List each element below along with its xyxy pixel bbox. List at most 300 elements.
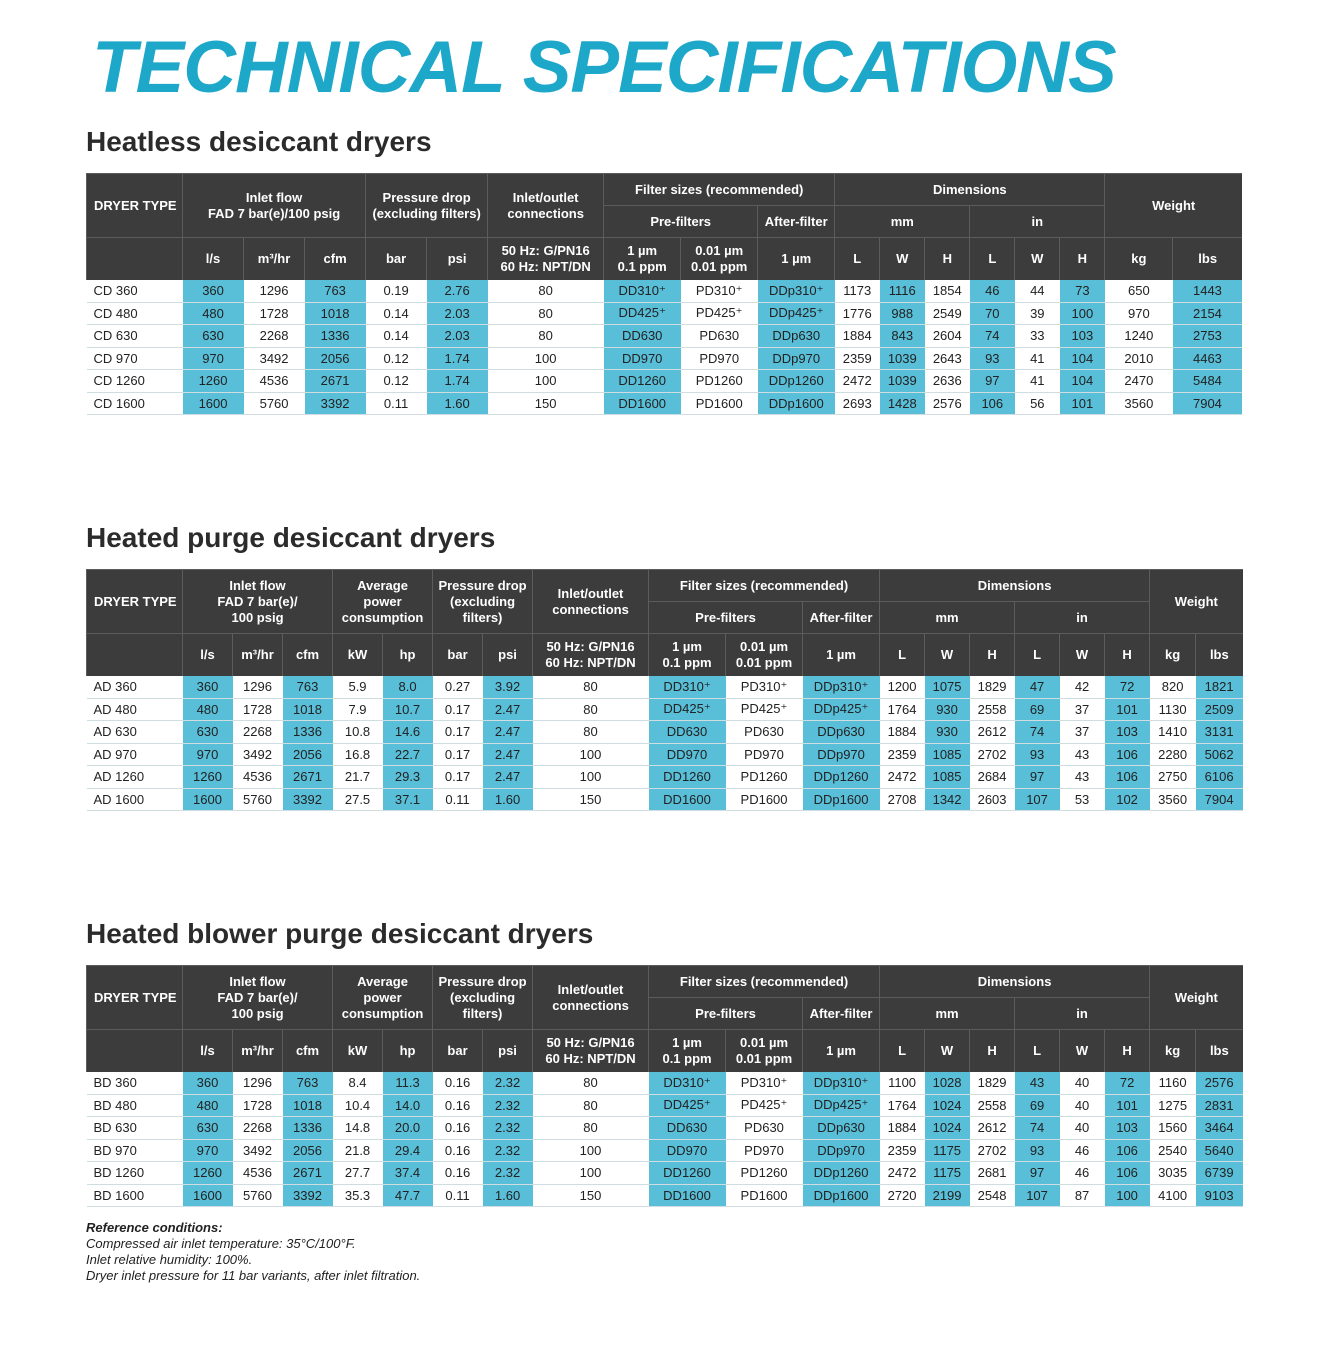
average-power-header: Average power consumption bbox=[333, 966, 433, 1030]
table-cell: DDp970 bbox=[803, 1139, 880, 1162]
table-cell: PD970 bbox=[726, 743, 803, 766]
table-cell: 1829 bbox=[970, 676, 1015, 699]
table-cell: 1260 bbox=[183, 370, 244, 393]
table-cell: 2612 bbox=[970, 1117, 1015, 1140]
pre-filters-header: Pre-filters bbox=[649, 998, 803, 1030]
dryer-type-cell: AD 1600 bbox=[87, 788, 183, 811]
table-cell: DDp1600 bbox=[803, 1184, 880, 1207]
unit-header: kg bbox=[1150, 634, 1196, 676]
table-cell: 0.16 bbox=[433, 1072, 483, 1095]
pre-filters-header: Pre-filters bbox=[649, 602, 803, 634]
table-cell: 0.11 bbox=[366, 392, 427, 415]
table-cell: 70 bbox=[970, 302, 1015, 325]
table-cell: 37 bbox=[1060, 721, 1105, 744]
table-cell: DD630 bbox=[649, 721, 726, 744]
table-cell: DDp970 bbox=[803, 743, 880, 766]
table-cell: 1085 bbox=[925, 743, 970, 766]
table-cell: 6106 bbox=[1196, 766, 1243, 789]
table-cell: 2693 bbox=[835, 392, 880, 415]
table-cell: 1075 bbox=[925, 676, 970, 699]
dryer-type-cell: BD 970 bbox=[87, 1139, 183, 1162]
table-cell: 1100 bbox=[880, 1072, 925, 1095]
unit-header: hp bbox=[383, 634, 433, 676]
unit-header: L bbox=[1015, 634, 1060, 676]
table-cell: 1.60 bbox=[427, 392, 488, 415]
table-cell: 4536 bbox=[233, 1162, 283, 1185]
unit-header: l/s bbox=[183, 1030, 233, 1072]
table-cell: 2.32 bbox=[483, 1072, 533, 1095]
reference-title: Reference conditions: bbox=[86, 1220, 223, 1235]
table-cell: DDp630 bbox=[803, 1117, 880, 1140]
table-cell: 41 bbox=[1015, 347, 1060, 370]
table-cell: 100 bbox=[533, 766, 649, 789]
table-cell: 2702 bbox=[970, 743, 1015, 766]
weight-header: Weight bbox=[1150, 966, 1243, 1030]
table-cell: 7904 bbox=[1196, 788, 1243, 811]
table-cell: 74 bbox=[1015, 721, 1060, 744]
table-cell: 21.8 bbox=[333, 1139, 383, 1162]
unit-header: kg bbox=[1105, 238, 1173, 280]
table-cell: 1085 bbox=[925, 766, 970, 789]
table-cell: 2636 bbox=[925, 370, 970, 393]
table-cell: 1200 bbox=[880, 676, 925, 699]
table-cell: 2.32 bbox=[483, 1139, 533, 1162]
table-cell: 97 bbox=[1015, 1162, 1060, 1185]
table-row bbox=[87, 698, 1243, 721]
table-cell: DD1260 bbox=[649, 766, 726, 789]
table-cell: 107 bbox=[1015, 1184, 1060, 1207]
table-cell: 2199 bbox=[925, 1184, 970, 1207]
table-cell: 74 bbox=[970, 325, 1015, 348]
unit-header: bar bbox=[366, 238, 427, 280]
table-cell: PD310⁺ bbox=[726, 676, 803, 699]
unit-header: cfm bbox=[283, 1030, 333, 1072]
unit-header: L bbox=[970, 238, 1015, 280]
table-cell: 2056 bbox=[305, 347, 366, 370]
table-cell: 1275 bbox=[1150, 1094, 1196, 1117]
table-cell: 5760 bbox=[244, 392, 305, 415]
dryer-type-cell: AD 630 bbox=[87, 721, 183, 744]
filter-sizes-header: Filter sizes (recommended) bbox=[604, 174, 835, 206]
table-cell: DD1600 bbox=[604, 392, 681, 415]
table-cell: 2671 bbox=[305, 370, 366, 393]
table-cell: 7.9 bbox=[333, 698, 383, 721]
table-cell: 1336 bbox=[283, 721, 333, 744]
table-cell: 2603 bbox=[970, 788, 1015, 811]
table-cell: 46 bbox=[1060, 1162, 1105, 1185]
unit-header: H bbox=[970, 1030, 1015, 1072]
unit-header: l/s bbox=[183, 238, 244, 280]
table-cell: 39 bbox=[1015, 302, 1060, 325]
table-cell: 27.7 bbox=[333, 1162, 383, 1185]
unit-header: kW bbox=[333, 634, 383, 676]
table-cell: 80 bbox=[533, 698, 649, 721]
table-cell: DD425⁺ bbox=[604, 302, 681, 325]
table-cell: 360 bbox=[183, 1072, 233, 1095]
table-cell: 1024 bbox=[925, 1117, 970, 1140]
table-row bbox=[87, 743, 1243, 766]
table-cell: DD1260 bbox=[604, 370, 681, 393]
after-filter-header: After-filter bbox=[758, 206, 835, 238]
table-cell: 930 bbox=[925, 721, 970, 744]
table-cell: 93 bbox=[1015, 743, 1060, 766]
table-cell: DD630 bbox=[649, 1117, 726, 1140]
table-cell: 1039 bbox=[880, 370, 925, 393]
pressure-drop-header: Pressure drop (excluding filters) bbox=[366, 174, 488, 238]
table-cell: 1764 bbox=[880, 698, 925, 721]
table-cell: 101 bbox=[1060, 392, 1105, 415]
table-cell: 2753 bbox=[1173, 325, 1242, 348]
table-cell: DDp630 bbox=[758, 325, 835, 348]
table-cell: 1600 bbox=[183, 392, 244, 415]
table-cell: 1764 bbox=[880, 1094, 925, 1117]
table-cell: 1342 bbox=[925, 788, 970, 811]
unit-header: H bbox=[1105, 634, 1150, 676]
table-cell: 4100 bbox=[1150, 1184, 1196, 1207]
table-cell: DDp1600 bbox=[758, 392, 835, 415]
table-cell: 1039 bbox=[880, 347, 925, 370]
table-cell: 480 bbox=[183, 698, 233, 721]
table-cell: 1018 bbox=[283, 1094, 333, 1117]
unit-header: H bbox=[925, 238, 970, 280]
table-cell: 1728 bbox=[233, 698, 283, 721]
table-cell: 1.60 bbox=[483, 788, 533, 811]
table-cell: 2750 bbox=[1150, 766, 1196, 789]
table-cell: 3392 bbox=[283, 788, 333, 811]
table-cell: 1175 bbox=[925, 1162, 970, 1185]
table-cell: 56 bbox=[1015, 392, 1060, 415]
table-cell: 1854 bbox=[925, 280, 970, 303]
table-cell: 2.32 bbox=[483, 1117, 533, 1140]
unit-header: H bbox=[1105, 1030, 1150, 1072]
table-cell: PD1600 bbox=[726, 1184, 803, 1207]
table-cell: 630 bbox=[183, 325, 244, 348]
table-cell: 11.3 bbox=[383, 1072, 433, 1095]
table-cell: 763 bbox=[305, 280, 366, 303]
table-cell: 2509 bbox=[1196, 698, 1243, 721]
table-cell: 1428 bbox=[880, 392, 925, 415]
table-cell: 8.0 bbox=[383, 676, 433, 699]
table-cell: 970 bbox=[183, 347, 244, 370]
empty-unit-cell bbox=[87, 238, 183, 280]
table-cell: 1410 bbox=[1150, 721, 1196, 744]
unit-header: 0.01 µm 0.01 ppm bbox=[681, 238, 758, 280]
table-cell: 1240 bbox=[1105, 325, 1173, 348]
table-cell: 33 bbox=[1015, 325, 1060, 348]
table-cell: 41 bbox=[1015, 370, 1060, 393]
table-cell: 1728 bbox=[244, 302, 305, 325]
table-row bbox=[87, 347, 1243, 370]
table-cell: 2540 bbox=[1150, 1139, 1196, 1162]
table-cell: 97 bbox=[1015, 766, 1060, 789]
table-cell: 763 bbox=[283, 676, 333, 699]
table-cell: 47 bbox=[1015, 676, 1060, 699]
table-cell: 2604 bbox=[925, 325, 970, 348]
table-cell: PD310⁺ bbox=[681, 280, 758, 303]
table-cell: 2.47 bbox=[483, 766, 533, 789]
table-cell: 46 bbox=[1060, 1139, 1105, 1162]
table-cell: 1.74 bbox=[427, 347, 488, 370]
table-cell: 3492 bbox=[233, 743, 283, 766]
dimensions-header: Dimensions bbox=[880, 570, 1150, 602]
table-cell: 40 bbox=[1060, 1072, 1105, 1095]
table-cell: 3560 bbox=[1150, 788, 1196, 811]
average-power-header: Average power consumption bbox=[333, 570, 433, 634]
dryer-type-header: DRYER TYPE bbox=[87, 570, 183, 634]
table-cell: 69 bbox=[1015, 1094, 1060, 1117]
table-cell: DD310⁺ bbox=[649, 1072, 726, 1095]
table-cell: 3560 bbox=[1105, 392, 1173, 415]
table-cell: 16.8 bbox=[333, 743, 383, 766]
unit-header: 50 Hz: G/PN16 60 Hz: NPT/DN bbox=[533, 634, 649, 676]
table-cell: 103 bbox=[1105, 1117, 1150, 1140]
unit-header: H bbox=[1060, 238, 1105, 280]
unit-header: kg bbox=[1150, 1030, 1196, 1072]
table-cell: 104 bbox=[1060, 370, 1105, 393]
table-cell: PD1600 bbox=[681, 392, 758, 415]
unit-header: cfm bbox=[283, 634, 333, 676]
table-cell: 69 bbox=[1015, 698, 1060, 721]
dryer-type-cell: BD 1260 bbox=[87, 1162, 183, 1185]
table-cell: DD1600 bbox=[649, 788, 726, 811]
table-cell: 630 bbox=[183, 1117, 233, 1140]
unit-header: m³/hr bbox=[233, 1030, 283, 1072]
table-cell: 0.17 bbox=[433, 721, 483, 744]
table-cell: 1884 bbox=[880, 1117, 925, 1140]
table-cell: 2576 bbox=[925, 392, 970, 415]
table-cell: 80 bbox=[533, 1094, 649, 1117]
table-cell: 80 bbox=[488, 325, 604, 348]
page-title: TECHNICAL SPECIFICATIONS bbox=[92, 27, 1116, 108]
table-cell: 1600 bbox=[183, 1184, 233, 1207]
table-cell: 3392 bbox=[305, 392, 366, 415]
table-cell: 3392 bbox=[283, 1184, 333, 1207]
table-cell: 2549 bbox=[925, 302, 970, 325]
table-cell: 0.11 bbox=[433, 1184, 483, 1207]
table-row bbox=[87, 1117, 1243, 1140]
table-cell: 0.19 bbox=[366, 280, 427, 303]
pressure-drop-header: Pressure drop (excluding filters) bbox=[433, 966, 533, 1030]
table-cell: 1776 bbox=[835, 302, 880, 325]
inlet-outlet-header: Inlet/outlet connections bbox=[533, 966, 649, 1030]
table-cell: 1728 bbox=[233, 1094, 283, 1117]
table-cell: 930 bbox=[925, 698, 970, 721]
table-cell: 40 bbox=[1060, 1117, 1105, 1140]
filter-sizes-header: Filter sizes (recommended) bbox=[649, 966, 880, 998]
table-cell: 106 bbox=[970, 392, 1015, 415]
table-cell: 1260 bbox=[183, 1162, 233, 1185]
table-cell: 480 bbox=[183, 302, 244, 325]
table-cell: 103 bbox=[1105, 721, 1150, 744]
table-cell: 43 bbox=[1060, 766, 1105, 789]
unit-header: 0.01 µm 0.01 ppm bbox=[726, 1030, 803, 1072]
table-cell: 1024 bbox=[925, 1094, 970, 1117]
table-cell: DD970 bbox=[604, 347, 681, 370]
table-cell: 100 bbox=[488, 347, 604, 370]
table-cell: PD1260 bbox=[726, 1162, 803, 1185]
table-cell: 2056 bbox=[283, 743, 333, 766]
inlet-outlet-header: Inlet/outlet connections bbox=[533, 570, 649, 634]
table-row bbox=[87, 1139, 1243, 1162]
unit-header: 1 µm bbox=[758, 238, 835, 280]
table-cell: DD970 bbox=[649, 1139, 726, 1162]
unit-header: 50 Hz: G/PN16 60 Hz: NPT/DN bbox=[488, 238, 604, 280]
table-cell: 10.4 bbox=[333, 1094, 383, 1117]
table-cell: DDp310⁺ bbox=[758, 280, 835, 303]
table-cell: 8.4 bbox=[333, 1072, 383, 1095]
table-row bbox=[87, 1184, 1243, 1207]
table-cell: 1028 bbox=[925, 1072, 970, 1095]
table-cell: 22.7 bbox=[383, 743, 433, 766]
table-cell: 44 bbox=[1015, 280, 1060, 303]
table-cell: 1116 bbox=[880, 280, 925, 303]
table-row bbox=[87, 325, 1243, 348]
unit-header: H bbox=[970, 634, 1015, 676]
weight-header: Weight bbox=[1150, 570, 1243, 634]
table-cell: 1600 bbox=[183, 788, 233, 811]
table-cell: 650 bbox=[1105, 280, 1173, 303]
table-cell: 14.6 bbox=[383, 721, 433, 744]
table-cell: 5.9 bbox=[333, 676, 383, 699]
dryer-type-cell: AD 970 bbox=[87, 743, 183, 766]
table-cell: 0.12 bbox=[366, 347, 427, 370]
unit-header: W bbox=[925, 1030, 970, 1072]
reference-line: Inlet relative humidity: 100%. bbox=[86, 1252, 253, 1267]
table-cell: 5062 bbox=[1196, 743, 1243, 766]
unit-header: W bbox=[1060, 1030, 1105, 1072]
dryer-type-cell: BD 480 bbox=[87, 1094, 183, 1117]
table-cell: DDp1260 bbox=[803, 766, 880, 789]
table-cell: 2702 bbox=[970, 1139, 1015, 1162]
table-cell: 1829 bbox=[970, 1072, 1015, 1095]
table-cell: 104 bbox=[1060, 347, 1105, 370]
inlet-flow-header: Inlet flow FAD 7 bar(e)/ 100 psig bbox=[183, 966, 333, 1030]
dryer-type-cell: BD 1600 bbox=[87, 1184, 183, 1207]
table-cell: 37.4 bbox=[383, 1162, 433, 1185]
table-cell: 3.92 bbox=[483, 676, 533, 699]
unit-header: psi bbox=[427, 238, 488, 280]
table-cell: 35.3 bbox=[333, 1184, 383, 1207]
table-row bbox=[87, 392, 1243, 415]
table-cell: DDp1600 bbox=[803, 788, 880, 811]
table-cell: DD1260 bbox=[649, 1162, 726, 1185]
table-cell: 4536 bbox=[233, 766, 283, 789]
unit-header: 1 µm 0.1 ppm bbox=[649, 634, 726, 676]
mm-header: mm bbox=[880, 998, 1015, 1030]
unit-header: psi bbox=[483, 1030, 533, 1072]
dryer-type-cell: BD 360 bbox=[87, 1072, 183, 1095]
table-cell: 820 bbox=[1150, 676, 1196, 699]
unit-header: L bbox=[880, 1030, 925, 1072]
unit-header: 1 µm bbox=[803, 1030, 880, 1072]
section-title-heatless: Heatless desiccant dryers bbox=[86, 126, 432, 157]
table-cell: PD425⁺ bbox=[681, 302, 758, 325]
reference-line: Dryer inlet pressure for 11 bar variants, after inlet filtration. bbox=[86, 1268, 421, 1283]
table-cell: 2359 bbox=[880, 1139, 925, 1162]
table-cell: 1296 bbox=[233, 1072, 283, 1095]
table-cell: DD425⁺ bbox=[649, 698, 726, 721]
table-cell: 2056 bbox=[283, 1139, 333, 1162]
table-cell: 0.16 bbox=[433, 1139, 483, 1162]
table-cell: 106 bbox=[1105, 743, 1150, 766]
table-cell: 80 bbox=[533, 1117, 649, 1140]
table-cell: 14.0 bbox=[383, 1094, 433, 1117]
unit-header: W bbox=[1060, 634, 1105, 676]
table-cell: 2268 bbox=[233, 721, 283, 744]
table-cell: 0.16 bbox=[433, 1094, 483, 1117]
heated-purge-dryers-table bbox=[86, 569, 1243, 811]
table-cell: 106 bbox=[1105, 766, 1150, 789]
table-cell: 102 bbox=[1105, 788, 1150, 811]
table-cell: 988 bbox=[880, 302, 925, 325]
table-cell: 2472 bbox=[835, 370, 880, 393]
table-cell: 2548 bbox=[970, 1184, 1015, 1207]
table-cell: DDp310⁺ bbox=[803, 676, 880, 699]
table-cell: 100 bbox=[1060, 302, 1105, 325]
unit-header: l/s bbox=[183, 634, 233, 676]
table-cell: 2010 bbox=[1105, 347, 1173, 370]
table-cell: DDp425⁺ bbox=[758, 302, 835, 325]
table-cell: DD310⁺ bbox=[604, 280, 681, 303]
dryer-type-cell: CD 1260 bbox=[87, 370, 183, 393]
empty-unit-cell bbox=[87, 634, 183, 676]
table-cell: 103 bbox=[1060, 325, 1105, 348]
heatless-dryers-table bbox=[86, 173, 1242, 415]
table-cell: 37 bbox=[1060, 698, 1105, 721]
reference-line: Compressed air inlet temperature: 35°C/100°F. bbox=[86, 1236, 356, 1251]
table-cell: 100 bbox=[533, 1139, 649, 1162]
table-cell: PD425⁺ bbox=[726, 698, 803, 721]
table-cell: 2671 bbox=[283, 1162, 333, 1185]
table-row bbox=[87, 1094, 1243, 1117]
dryer-type-cell: CD 480 bbox=[87, 302, 183, 325]
table-cell: 0.12 bbox=[366, 370, 427, 393]
dryer-type-cell: CD 970 bbox=[87, 347, 183, 370]
table-cell: 480 bbox=[183, 1094, 233, 1117]
table-cell: 2.76 bbox=[427, 280, 488, 303]
table-cell: 970 bbox=[183, 743, 233, 766]
pre-filters-header: Pre-filters bbox=[604, 206, 758, 238]
unit-header: m³/hr bbox=[233, 634, 283, 676]
unit-header: m³/hr bbox=[244, 238, 305, 280]
table-cell: 763 bbox=[283, 1072, 333, 1095]
unit-header: 0.01 µm 0.01 ppm bbox=[726, 634, 803, 676]
table-cell: 0.11 bbox=[433, 788, 483, 811]
table-cell: 93 bbox=[970, 347, 1015, 370]
table-cell: 6739 bbox=[1196, 1162, 1243, 1185]
table-cell: 3492 bbox=[244, 347, 305, 370]
table-cell: 5760 bbox=[233, 1184, 283, 1207]
table-cell: DD425⁺ bbox=[649, 1094, 726, 1117]
unit-header: L bbox=[880, 634, 925, 676]
table-cell: 29.3 bbox=[383, 766, 433, 789]
table-cell: DDp630 bbox=[803, 721, 880, 744]
table-cell: 3464 bbox=[1196, 1117, 1243, 1140]
weight-header: Weight bbox=[1105, 174, 1242, 238]
table-cell: 10.7 bbox=[383, 698, 433, 721]
table-cell: 843 bbox=[880, 325, 925, 348]
table-cell: 1260 bbox=[183, 766, 233, 789]
table-cell: 2359 bbox=[835, 347, 880, 370]
table-cell: 2472 bbox=[880, 1162, 925, 1185]
table-cell: 80 bbox=[488, 280, 604, 303]
in-header: in bbox=[970, 206, 1105, 238]
table-cell: 101 bbox=[1105, 698, 1150, 721]
mm-header: mm bbox=[835, 206, 970, 238]
table-cell: 46 bbox=[970, 280, 1015, 303]
table-cell: 2280 bbox=[1150, 743, 1196, 766]
table-row bbox=[87, 370, 1243, 393]
